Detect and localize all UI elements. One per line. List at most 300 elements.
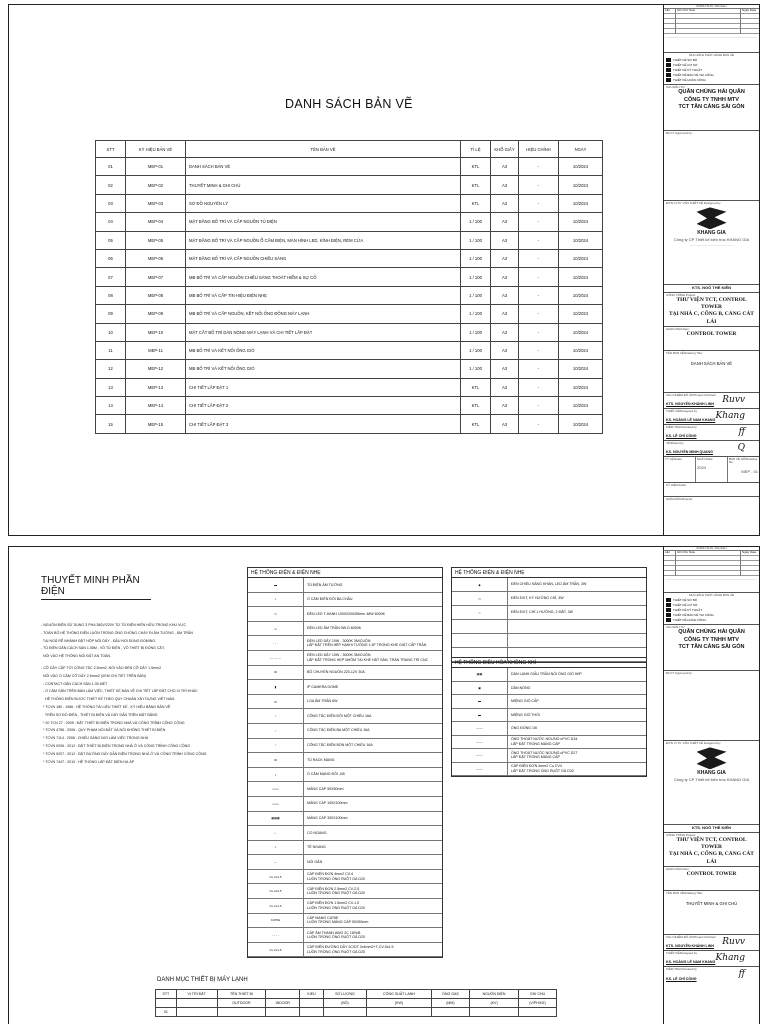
designer-label: ĐƠN VỊ TƯ VẤN THIẾT KẾ Designed by — [666, 740, 721, 745]
legend-row — [248, 695, 442, 710]
col-stt: STT — [96, 141, 126, 158]
legend-symbol-icon: - - - — [248, 636, 304, 650]
legend-text: CÁP ĐIỆN ĐƯỜNG DÂY 2C/DT 2x4mm2+T-CV-0x1.5 LUỒN TRONG ỐNG RUỘT GÀ D25 — [307, 945, 394, 954]
note-line: TRÊN SƠ ĐỒ ĐIỆN , THIẾT BỊ ĐIỆN VÀ DÂY DẪN TRÊN MẶT BẰNG — [41, 712, 158, 717]
ac-header-cell: OUTDOOR — [217, 999, 266, 1008]
project-block — [664, 833, 759, 867]
signer-role: THIẾT KẾ/Designed by — [666, 950, 697, 955]
table-cell: MEP-03 — [126, 194, 186, 212]
signature: ff — [738, 426, 745, 437]
table-cell: 1 / 100 — [461, 286, 491, 304]
item-block — [664, 867, 759, 891]
project-block — [664, 293, 759, 327]
legend-symbol-icon: ▭ — [452, 592, 508, 605]
ac-list-title: DANH MỤC THIẾT BỊ MÁY LẠNH — [157, 977, 248, 983]
signer-role: CHỦ NHIỆM ĐỒ ÁN/Project Architect — [666, 392, 716, 397]
scale-label: TỶ LỆ/Scale — [664, 457, 696, 482]
revision-grid — [664, 551, 759, 576]
table-row — [96, 194, 603, 212]
legend-text: ĐÈN LED T-HANH 1000X200/55mm 48W 6000K — [307, 611, 386, 616]
legend-text: ĐÈN LED DÂY 10W - 3000K 3M/CUỘN LẮP ĐẶT TRÊN HỆP HẠKHI TƯỜNG 1.5F TRONG KHE GIẬT CẤP TRẦN — [307, 638, 427, 648]
purpose-block — [664, 53, 759, 84]
ac-header-cell — [176, 999, 217, 1008]
legend-row — [452, 749, 646, 763]
legend-text: CÁP MẠNG CAT6E LUỒN TRONG MÁNG CÁP 50X50mm — [307, 915, 369, 925]
owner-label: CHỦ ĐẦU TƯ — [666, 624, 685, 629]
legend-text: Ổ CẮM MẠNG ĐÔI J45 — [307, 772, 345, 777]
table-cell: - — [519, 194, 559, 212]
table-cell: MEP-13 — [126, 378, 186, 396]
owner-block — [664, 85, 759, 131]
rev-col-note: Ghi Chú Note — [676, 551, 741, 556]
legend-row — [452, 709, 646, 723]
signer-role: CHỦ NHIỆM ĐỒ ÁN/Project Architect — [666, 934, 716, 939]
legend-symbol-icon: ⇨ — [452, 606, 508, 619]
note-line: - CỠ DÂY CẤP TỚI CÔNG TẮC 2.5mm2, NỐI VÀO ĐÈN CỠ DÂY 1.5mm2 — [41, 665, 162, 670]
table-cell: A3 — [491, 286, 519, 304]
table-cell: MEP-07 — [126, 268, 186, 286]
legend-symbol-icon: ♂ — [248, 739, 304, 753]
table-cell: MEP-02 — [126, 176, 186, 194]
table-cell: 10/2024 — [559, 378, 603, 396]
note-line: - CONTACT GẮN CÁCH SÀN 1.35 MÉT — [41, 681, 108, 686]
table-cell: MẶT BẰNG BỐ TRÍ VÀ CẤP NGUỒN TỦ ĐIỆN — [186, 213, 461, 231]
col-paper: KHỔ GIẤY — [491, 141, 519, 158]
rev-col-date: Ngày Date — [741, 551, 759, 556]
ac-header-cell — [266, 990, 300, 999]
table-cell: DANH SÁCH BẢN VẼ — [186, 158, 461, 176]
signer-row — [664, 935, 759, 951]
signer-name: KTS. NGUYỄN KHÁNH LINH — [666, 944, 714, 949]
signer-row — [664, 951, 759, 967]
purpose-block — [664, 593, 759, 624]
legend-row — [248, 753, 442, 768]
note-line: * TCVN 180 : 1986 : HỆ THỐNG TÀI LIỆU THIẾT KẾ , KÝ HIỆU BẰNG BẢN VẼ — [41, 704, 171, 709]
table-cell: - — [519, 397, 559, 415]
legend-text: ĐÈN EXIT, KÝ HƯỚNG CHỈ, 3W — [511, 596, 564, 601]
table-cell: MẶT BẰNG BỐ TRÍ VÀ CẤP NGUỒN CHIẾU SÁNG — [186, 249, 461, 267]
signer-row — [664, 393, 759, 409]
designer-label: ĐƠN VỊ TƯ VẤN THIẾT KẾ Designed by — [666, 200, 721, 205]
drawing-title-block — [664, 891, 759, 935]
table-cell: 11 — [96, 341, 126, 359]
table-cell: 1 / 100 — [461, 231, 491, 249]
drawing-title: THUYẾT MINH & GHI CHÚ — [685, 901, 738, 907]
rev-col-no: Lần No. — [664, 551, 676, 556]
signer-role: KIỂM TRA/Checked by — [666, 966, 697, 971]
legend-symbol-icon: ⊥ — [248, 841, 304, 855]
table-cell: - — [519, 341, 559, 359]
revision-grid — [664, 9, 759, 34]
table-cell: A3 — [491, 415, 519, 433]
table-cell: 1 / 100 — [461, 305, 491, 323]
legend-symbol-icon: ▦▦▦ — [248, 812, 304, 826]
table-row — [96, 378, 603, 396]
legend-text: TỦ RACK MẠNG — [307, 757, 335, 762]
signer-row — [664, 441, 759, 457]
purpose-item: THIẾT KẾ SƠ BỘ — [673, 57, 698, 62]
note-line: * TCVN 9207 : 2012 : ĐẶT ĐƯỜNG DÂY DẪN ĐIỆN TRONG NHÀ Ở VÀ CÔNG TRÌNH CÔNG CỘNG — [41, 751, 207, 756]
note-line: - Ổ CẮM GẮN TRÊN BÀN LÀM VIỆC, THIẾT KẾ BÀN VỀ CHI TIẾT LẮP ĐẶT CHO VỊ TRÍ KHÁC — [41, 689, 198, 694]
table-cell: CHI TIẾT LẮP ĐẶT 1 — [186, 378, 461, 396]
legend-symbol-icon: ─── — [452, 722, 508, 735]
legend-symbol-icon: ◆ — [452, 578, 508, 591]
legend-row — [248, 797, 442, 812]
table-cell: 10/2024 — [559, 323, 603, 341]
legend-text: ỐNG ĐỒNG 1/6 — [511, 726, 537, 730]
legend-symbol-icon: - - - - — [248, 928, 304, 942]
purpose-item: THIẾT KẾ BẢN VẼ THI CÔNG — [673, 72, 714, 77]
item-label: HẠNG MỤC/Item: — [666, 326, 690, 331]
drawing-list-table — [95, 140, 603, 434]
table-cell: 10 — [96, 323, 126, 341]
drawing-sheet-2 — [8, 546, 760, 1024]
date-label: NGÀY/Date — [697, 456, 713, 461]
revision-block: CHỈNH SỬA / Revision Lần No. Ghi Chú Note Ngày Date ___________________________ ___________________________ — [664, 547, 759, 593]
company-logo-text: KHANG GIA — [697, 770, 726, 777]
ac-header-cell: (BỘ) — [323, 999, 366, 1008]
note-line: - TOÀN BỘ HỆ THỐNG ĐIỆN LUỒN TRONG ỐNG CHỐNG CHÁY ĐI ÂM TƯỜNG , ÂM TRẦN — [41, 630, 193, 635]
project-label: CÔNG TRÌNH Project: — [666, 832, 696, 837]
title-block — [663, 5, 759, 535]
table-row — [96, 176, 603, 194]
legend-text: BỘ CHUYỂN NGUỒN 220-12V 30A — [307, 670, 365, 675]
table-cell: KTL — [461, 158, 491, 176]
approval-block — [664, 131, 759, 201]
legend-row — [248, 928, 442, 943]
legend-text: CO NGANG — [307, 830, 327, 835]
company-name: Công ty CP Thiết kế kiến trúc KHANG GIA — [673, 237, 750, 243]
note-line: NỐI VÀO HỆ THỐNG NỐI ĐẤT AN TOÀN. — [41, 654, 112, 659]
purpose-item: THIẾT KẾ KỸ THUẬT — [673, 607, 703, 612]
signer-name: KTS. NGUYỄN KHÁNH LINH — [666, 402, 714, 407]
signer-role: THIẾT KẾ/Designed by — [666, 408, 697, 413]
legend-row — [248, 607, 442, 622]
legend-row — [248, 709, 442, 724]
legend-row — [248, 636, 442, 651]
legend-row — [248, 826, 442, 841]
table-cell: A3 — [491, 360, 519, 378]
ac-header-cell — [156, 999, 177, 1008]
table-cell: A3 — [491, 176, 519, 194]
item-block — [664, 327, 759, 351]
legend-row — [248, 768, 442, 783]
notes-lines — [41, 622, 241, 766]
legend-symbol-icon: ♂ — [248, 724, 304, 738]
ac-row-stt: 01 — [156, 1008, 177, 1017]
legend-row — [248, 855, 442, 870]
legend-symbol-icon: ▪▪ — [248, 622, 304, 636]
table-cell: 08 — [96, 286, 126, 304]
ac-header-cell: KIỂU — [300, 990, 323, 999]
legend-row — [248, 622, 442, 637]
legend-symbol-icon: — — — — [248, 651, 304, 665]
col-date: NGÀY — [559, 141, 603, 158]
legend-symbol-icon: ▪ — [248, 768, 304, 782]
table-row — [96, 158, 603, 176]
table-cell: 1 / 100 — [461, 341, 491, 359]
legend-symbol-icon: ─── — [452, 763, 508, 776]
drawing-title-label: TÊN BẢN VẼ/Drawing Title: — [666, 350, 703, 355]
legend-symbol-icon: ♂ — [248, 709, 304, 723]
table-cell: - — [519, 249, 559, 267]
ac-header-cell: STT — [156, 990, 177, 999]
note-line: * 20 TCN 27 : 2005 : ĐẶT THIẾT BỊ ĐIỆN TRONG NHÀ VÀ CÔNG TRÌNH CÔNG CỘNG — [41, 720, 185, 725]
table-row — [96, 323, 603, 341]
table-cell: 07 — [96, 268, 126, 286]
ac-header-cell: (MM) — [431, 999, 469, 1008]
legend-row — [452, 634, 646, 648]
legend-text: MÁNG CÁP 300X100mm — [307, 816, 348, 821]
legend-emergency — [451, 567, 647, 663]
legend-text: MIỆNG GIÓ CẤP — [511, 699, 539, 703]
title-block-2 — [663, 547, 759, 1024]
engineer-name: KTS. NGÔ THẾ KIÊN — [664, 285, 759, 293]
table-cell: - — [519, 360, 559, 378]
item-label: HẠNG MỤC/Item: — [666, 866, 690, 871]
legend-row — [248, 724, 442, 739]
purpose-item: THIẾT KẾ SƠ BỘ — [673, 597, 698, 602]
legend-text: DÀN NÓNG — [511, 685, 531, 690]
table-cell: MẶT BẰNG BỐ TRÍ VÀ CẤP NGUỒN Ổ CẮM ĐIỆN, MÀN HÌNH LED, KÍNH ĐIỆN, RÈM CỬA — [186, 231, 461, 249]
signature: Khang — [715, 952, 745, 963]
table-cell: 15 — [96, 415, 126, 433]
legend-row — [452, 736, 646, 750]
table-cell: KTL — [461, 194, 491, 212]
table-cell: - — [519, 268, 559, 286]
ac-header-cell: ỐNG GAS — [431, 990, 469, 999]
table-cell: 03 — [96, 194, 126, 212]
table-cell: KTL — [461, 378, 491, 396]
signature: Ruvv — [722, 936, 745, 947]
item-name: CONTROL TOWER — [686, 871, 737, 878]
ac-equipment-table — [155, 989, 557, 1017]
legend-row — [248, 578, 442, 593]
legend-row — [248, 899, 442, 914]
col-scale: TỈ LỆ — [461, 141, 491, 158]
table-cell: MEP-12 — [126, 360, 186, 378]
approval-block — [664, 671, 759, 741]
table-cell: 13 — [96, 378, 126, 396]
table-cell: 10/2024 — [559, 213, 603, 231]
signer-row — [664, 425, 759, 441]
table-cell: 10/2024 — [559, 360, 603, 378]
notes-title: THUYẾT MINH PHẦN ĐIỆN — [41, 575, 151, 600]
table-cell: MEP-11 — [126, 341, 186, 359]
legend-title: HỆ THỐNG ĐIỆN & ĐIỆN NHẸ — [248, 568, 442, 578]
table-cell: 14 — [96, 397, 126, 415]
table-cell: - — [519, 415, 559, 433]
ac-header-cell: CÔNG SUẤT LẠNH — [367, 990, 432, 999]
purpose-header: MỤC ĐÍCH PHÁT HÀNH BẢN VẼ — [689, 53, 734, 58]
legend-text: CÔNG TẮC ĐIỆN BA MỘT CHIỀU 16A — [307, 728, 370, 733]
table-cell: A3 — [491, 341, 519, 359]
table-cell: CHI TIẾT LẮP ĐẶT 3 — [186, 415, 461, 433]
table-cell: CHI TIẾT LẮP ĐẶT 2 — [186, 397, 461, 415]
table-cell: 10/2024 — [559, 286, 603, 304]
legend-symbol-icon: ─── — [452, 736, 508, 749]
legend-symbol-icon: ▬ — [248, 578, 304, 592]
table-cell: MB BỐ TRÍ VÀ KẾT NỐI ỐNG GIÓ — [186, 360, 461, 378]
legend-text: LOA ÂM TRẦN 6W — [307, 699, 338, 704]
purpose-item: THIẾT KẾ CƠ SỞ — [673, 602, 698, 607]
legend-symbol-icon: ▣▣ — [452, 668, 508, 681]
legend-symbol-icon: ▬ — [452, 709, 508, 722]
legend-symbol-icon: ═══ — [248, 797, 304, 811]
legend-text: ỐNG THOÁT NƯỚC NGƯNG uPVC D34 LẮP ĐẶT TRONG MÁNG CÁP — [511, 737, 578, 746]
table-header-row — [96, 141, 603, 158]
revision-block: CHỈNH SỬA / Revision Lần No. Ghi Chú Note Ngày Date ___________________________ ___________________________ — [664, 5, 759, 53]
purpose-item: THIẾT KẾ KỸ THUẬT — [673, 67, 703, 72]
legend-symbol-icon: ─── — [452, 749, 508, 762]
table-cell: 05 — [96, 231, 126, 249]
ac-header-cell: (KV) — [470, 999, 519, 1008]
project-name: THƯ VIỆN TCT, CONTROL TOWER TẠI NHÀ C, CỔNG B, CẢNG CÁT LÁI — [669, 297, 754, 325]
legend-text: MIỆNG GIÓ THỔI — [511, 712, 540, 717]
owner-block — [664, 625, 759, 671]
table-row — [96, 286, 603, 304]
table-cell: MEP-06 — [126, 249, 186, 267]
note-line: * TCVN 7447 : 2010 : HỆ THỐNG LẮP ĐẶT ĐIỆN HẠ ÁP — [41, 759, 135, 764]
legend-text: Ổ CẮM ĐIỆN ĐÔI BA CHẤU — [307, 597, 353, 602]
legend-text: ỐNG THOÁT NƯỚC NGƯNG uPVC D27 LẮP ĐẶT TRONG MÁNG CÁP — [511, 750, 578, 760]
signature: Ruvv — [722, 394, 745, 405]
table-cell: 10/2024 — [559, 397, 603, 415]
legend-text: CÁP ÂM THANH AWG 2C 18%/B LUỒN TRONG ỐNG RUỘT GÀ D20 — [307, 930, 365, 940]
table-row — [96, 341, 603, 359]
table-cell: SƠ ĐỒ NGUYÊN LÝ — [186, 194, 461, 212]
ac-header-cell: GHI CHÚ — [519, 990, 557, 999]
signer-name: KS. HOÀNG LÊ NAM KHANG — [666, 418, 716, 423]
table-cell: A3 — [491, 397, 519, 415]
ac-header-cell: SỐ LƯỢNG — [323, 990, 366, 999]
revision-header: CHỈNH SỬA / Revision — [664, 547, 759, 551]
signer-row — [664, 409, 759, 425]
legend-symbol-icon — [452, 620, 508, 633]
drawing-no-label: BẢN VẼ SỐ/Drawing No. — [729, 456, 758, 465]
legend-symbol-icon: Cu 2x1.5 — [248, 899, 304, 913]
table-cell: A3 — [491, 378, 519, 396]
table-cell: - — [519, 213, 559, 231]
note-line: HỆ THỐNG ĐIỆN ĐƯỢC THIẾT KẾ THEO QUY CHUẨN XÂY DỰNG VIỆT NAM — [41, 697, 175, 702]
table-cell: MEP-09 — [126, 305, 186, 323]
owner-name: QUÂN CHỦNG HẢI QUÂN CÔNG TY TNHH MTV TCT TÂN CẢNG SÀI GÒN — [678, 629, 745, 651]
legend-text: ĐÈN EXIT, CHỈ 1 HƯỚNG, 2 MẶT, 3W — [511, 610, 574, 615]
legend-row — [248, 943, 442, 958]
ac-header-cell: (V/PH/HZ) — [519, 999, 557, 1008]
table-row — [96, 415, 603, 433]
note-line: TẠI NGÃ RẼ NHÁNH ĐẶT HỘP NỐI DÂY - ĐẦU NỐI DÙNG ĐOMINO. — [41, 638, 157, 643]
table-cell: - — [519, 158, 559, 176]
legend-title: HỆ THỐNG ĐIỆN & ĐIỆN NHẸ — [452, 568, 646, 578]
table-cell: 09 — [96, 305, 126, 323]
legend-electrical — [247, 567, 443, 958]
legend-symbol-icon: ─ — [248, 855, 304, 869]
note-line: * TCVN 7114 : 2008 : CHIẾU SÁNG NƠI LÀM VIỆC TRONG NHÀ — [41, 736, 149, 741]
purpose-item: THIẾT KẾ CƠ SỞ — [673, 62, 698, 67]
legend-text: CÔNG TẮC ĐIỆN ĐÔI MỘT CHIỀU 16A — [307, 713, 372, 718]
ac-header-cell: TÊN THIẾT BỊ — [217, 990, 266, 999]
legend-row — [248, 884, 442, 899]
legend-row — [452, 668, 646, 682]
legend-text: CÁP ĐIỆN ĐƠN 2.5mm2 CV-2.5 LUỒN TRONG ỐNG RUỘT GÀ D20 — [307, 886, 365, 896]
drawing-title-label: TÊN BẢN VẼ/Drawing Title: — [666, 890, 703, 895]
table-cell: KTL — [461, 415, 491, 433]
table-cell: - — [519, 305, 559, 323]
table-row — [96, 213, 603, 231]
table-cell: 10/2024 — [559, 415, 603, 433]
table-cell: A3 — [491, 213, 519, 231]
drawing-title: DANH SÁCH BẢN VẼ — [690, 361, 733, 367]
legend-symbol-icon: Cu 2x1.5 — [248, 870, 304, 884]
legend-row — [452, 592, 646, 606]
company-logo-text: KHANG GIA — [697, 230, 726, 237]
legend-symbol-icon: ▣ — [452, 682, 508, 695]
date-value: 2024 — [697, 465, 706, 471]
ac-header-cell: NGUỒN ĐIỆN — [470, 990, 519, 999]
table-cell: 10/2024 — [559, 194, 603, 212]
company-logo-icon — [697, 207, 727, 229]
table-cell: - — [519, 323, 559, 341]
table-cell: 1 / 100 — [461, 268, 491, 286]
table-cell: 02 — [96, 176, 126, 194]
table-cell: 1 / 100 — [461, 249, 491, 267]
drawing-no: MEP - 01 — [741, 468, 758, 474]
scale-date-row — [664, 457, 759, 483]
table-cell: 1 / 100 — [461, 360, 491, 378]
signer-name: KS. LÊ CHÍ CÔNG — [666, 977, 697, 982]
table-cell: MEP-01 — [126, 158, 186, 176]
table-cell: A3 — [491, 249, 519, 267]
note-line: * TCVN 9206 : 2012 : ĐẶT THIẾT BỊ ĐIỆN TRONG NHÀ Ở VÀ CÔNG TRÌNH CÔNG CỘNG — [41, 743, 191, 748]
approved-label: Bộ KT Approved by: — [666, 670, 693, 675]
table-cell: A3 — [491, 194, 519, 212]
signer-name: KS. HOÀNG LÊ NAM KHANG — [666, 960, 716, 965]
legend-symbol-icon: ▬ — [452, 695, 508, 708]
signature: Q — [737, 442, 745, 453]
ac-header-cell: INDOOR — [266, 999, 300, 1008]
legend-symbol-icon: ═══ — [248, 782, 304, 796]
item-name: CONTROL TOWER — [686, 331, 737, 338]
table-row — [96, 249, 603, 267]
legend-row — [452, 763, 646, 777]
table-row — [96, 268, 603, 286]
legend-text: ĐÈN CHIẾU SÁNG KHẨN, LED ÂM TRẦN, 3W — [511, 582, 587, 587]
table-row — [96, 305, 603, 323]
ac-header-cell: VỊ TRÍ ĐẶT — [176, 990, 217, 999]
legend-row — [248, 870, 442, 885]
table-cell: 12 — [96, 360, 126, 378]
project-label: CÔNG TRÌNH Project: — [666, 292, 696, 297]
director-label: GIÁM ĐỐC/Director — [666, 496, 693, 501]
table-cell: MẶT CẮT BỐ TRÍ DÀN NÓNG MÁY LẠNH VÀ CHI TIẾT LẮP ĐẶT — [186, 323, 461, 341]
purpose-item: THIẾT KẾ HOÀN CÔNG — [673, 77, 706, 82]
table-cell: 10/2024 — [559, 341, 603, 359]
legend-text: ĐÈN LED ÂM TRẦN 9W-D 6000K — [307, 626, 362, 631]
legend-symbol-icon: CAT6E — [248, 914, 304, 928]
legend-symbol-icon: ⊠ — [248, 666, 304, 680]
legend-row — [248, 651, 442, 666]
approved-label: Bộ KT Approved by: — [666, 130, 693, 135]
legend-text: DÀN LẠNH GIẤU TRẦN NỐI ỐNG GIÓ 5HP — [511, 672, 582, 676]
legend-symbol-icon: ▭ — [248, 607, 304, 621]
table-cell: 10/2024 — [559, 268, 603, 286]
table-cell: MEP-15 — [126, 415, 186, 433]
legend-row — [452, 620, 646, 634]
electrical-notes — [41, 575, 241, 766]
signer-role: VẼ/Drawn by — [666, 440, 684, 445]
table-cell: MB BỐ TRÍ VÀ KẾT NỐI ỐNG GIÓ — [186, 341, 461, 359]
